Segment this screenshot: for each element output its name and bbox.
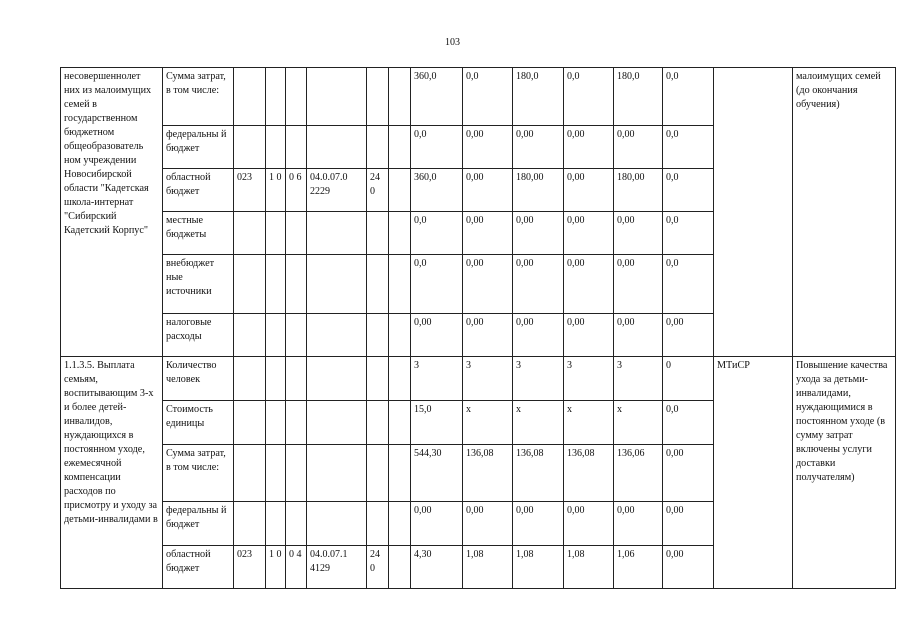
year1-value-cell: 0,00 bbox=[463, 502, 513, 546]
section-code-cell bbox=[266, 68, 286, 126]
target-article-cell bbox=[307, 357, 367, 401]
year4-value-cell: 0,00 bbox=[614, 212, 663, 255]
expense-type-cell: 24 0 bbox=[367, 169, 389, 212]
year3-value-cell: 1,08 bbox=[564, 546, 614, 589]
indicator-cell: областной бюджет bbox=[163, 169, 234, 212]
executor-cell bbox=[714, 68, 793, 357]
empty-cell bbox=[389, 502, 411, 546]
year1-value-cell: 0,0 bbox=[463, 68, 513, 126]
year1-value-cell: 3 bbox=[463, 357, 513, 401]
year4-value-cell: 0,00 bbox=[614, 502, 663, 546]
grbs-code-cell bbox=[234, 255, 266, 314]
year2-value-cell: х bbox=[513, 401, 564, 445]
grbs-code-cell bbox=[234, 126, 266, 169]
year5-value-cell: 0,0 bbox=[663, 255, 714, 314]
indicator-cell: областной бюджет bbox=[163, 546, 234, 589]
year1-value-cell: х bbox=[463, 401, 513, 445]
year5-value-cell: 0,0 bbox=[663, 68, 714, 126]
target-article-cell bbox=[307, 445, 367, 502]
expense-type-cell bbox=[367, 255, 389, 314]
target-article-cell bbox=[307, 212, 367, 255]
indicator-cell: Сумма затрат, в том числе: bbox=[163, 68, 234, 126]
year2-value-cell: 136,08 bbox=[513, 445, 564, 502]
subsection-code-cell: 0 6 bbox=[286, 169, 307, 212]
year4-value-cell: 3 bbox=[614, 357, 663, 401]
indicator-cell: местные бюджеты bbox=[163, 212, 234, 255]
year1-value-cell: 0,00 bbox=[463, 126, 513, 169]
expense-type-cell bbox=[367, 502, 389, 546]
executor-cell: МТиСР bbox=[714, 357, 793, 589]
empty-cell bbox=[389, 314, 411, 357]
empty-cell bbox=[389, 68, 411, 126]
year1-value-cell: 0,00 bbox=[463, 169, 513, 212]
indicator-cell: федеральны й бюджет bbox=[163, 126, 234, 169]
indicator-cell: Стоимость единицы bbox=[163, 401, 234, 445]
year2-value-cell: 0,00 bbox=[513, 255, 564, 314]
total-value-cell: 0,0 bbox=[411, 255, 463, 314]
section-code-cell bbox=[266, 401, 286, 445]
total-value-cell: 360,0 bbox=[411, 169, 463, 212]
year3-value-cell: 0,00 bbox=[564, 126, 614, 169]
year3-value-cell: х bbox=[564, 401, 614, 445]
subsection-code-cell bbox=[286, 68, 307, 126]
year1-value-cell: 0,00 bbox=[463, 314, 513, 357]
year1-value-cell: 0,00 bbox=[463, 212, 513, 255]
target-article-cell bbox=[307, 126, 367, 169]
indicator-cell: федеральны й бюджет bbox=[163, 502, 234, 546]
section-code-cell: 1 0 bbox=[266, 169, 286, 212]
year4-value-cell: 0,00 bbox=[614, 255, 663, 314]
section-code-cell bbox=[266, 126, 286, 169]
grbs-code-cell: 023 bbox=[234, 546, 266, 589]
total-value-cell: 360,0 bbox=[411, 68, 463, 126]
total-value-cell: 0,00 bbox=[411, 502, 463, 546]
year1-value-cell: 1,08 bbox=[463, 546, 513, 589]
subsection-code-cell bbox=[286, 445, 307, 502]
empty-cell bbox=[389, 126, 411, 169]
year5-value-cell: 0 bbox=[663, 357, 714, 401]
year2-value-cell: 180,0 bbox=[513, 68, 564, 126]
subsection-code-cell bbox=[286, 126, 307, 169]
year2-value-cell: 0,00 bbox=[513, 212, 564, 255]
year2-value-cell: 1,08 bbox=[513, 546, 564, 589]
grbs-code-cell: 023 bbox=[234, 169, 266, 212]
total-value-cell: 3 bbox=[411, 357, 463, 401]
year3-value-cell: 0,00 bbox=[564, 502, 614, 546]
subsection-code-cell bbox=[286, 401, 307, 445]
target-article-cell bbox=[307, 68, 367, 126]
target-article-cell bbox=[307, 401, 367, 445]
year4-value-cell: 136,06 bbox=[614, 445, 663, 502]
grbs-code-cell bbox=[234, 401, 266, 445]
measure-description-cell: несовершеннолет них из малоимущих семей в государственном бюджетном общеобразователь ном учреждении Новосибирской области "Кадетская школа-интернат "Сибирский Кадетский Корпус" bbox=[61, 68, 163, 357]
year2-value-cell: 3 bbox=[513, 357, 564, 401]
target-article-cell bbox=[307, 502, 367, 546]
year1-value-cell: 0,00 bbox=[463, 255, 513, 314]
grbs-code-cell bbox=[234, 445, 266, 502]
empty-cell bbox=[389, 169, 411, 212]
subsection-code-cell bbox=[286, 357, 307, 401]
grbs-code-cell bbox=[234, 68, 266, 126]
indicator-cell: Количество человек bbox=[163, 357, 234, 401]
year4-value-cell: х bbox=[614, 401, 663, 445]
subsection-code-cell: 0 4 bbox=[286, 546, 307, 589]
empty-cell bbox=[389, 357, 411, 401]
subsection-code-cell bbox=[286, 502, 307, 546]
year5-value-cell: 0,00 bbox=[663, 546, 714, 589]
year2-value-cell: 0,00 bbox=[513, 502, 564, 546]
section-code-cell bbox=[266, 314, 286, 357]
subsection-code-cell bbox=[286, 212, 307, 255]
section-code-cell bbox=[266, 502, 286, 546]
expense-type-cell bbox=[367, 68, 389, 126]
empty-cell bbox=[389, 401, 411, 445]
expense-type-cell bbox=[367, 314, 389, 357]
year5-value-cell: 0,0 bbox=[663, 126, 714, 169]
table-row bbox=[61, 357, 896, 401]
measure-description-cell: 1.1.3.5. Выплата семьям, воспитывающим 3-х и более детей-инвалидов, нуждающихся в постоянном уходе, ежемесячной компенсации расходов по присмотру и уходу за детьми-инвалидами в bbox=[61, 357, 163, 589]
grbs-code-cell bbox=[234, 357, 266, 401]
section-code-cell bbox=[266, 357, 286, 401]
table-row bbox=[61, 68, 896, 126]
empty-cell bbox=[389, 255, 411, 314]
empty-cell bbox=[389, 212, 411, 255]
target-article-cell bbox=[307, 255, 367, 314]
year5-value-cell: 0,0 bbox=[663, 169, 714, 212]
year3-value-cell: 0,00 bbox=[564, 169, 614, 212]
year2-value-cell: 180,00 bbox=[513, 169, 564, 212]
year3-value-cell: 3 bbox=[564, 357, 614, 401]
year4-value-cell: 1,06 bbox=[614, 546, 663, 589]
year5-value-cell: 0,0 bbox=[663, 212, 714, 255]
year4-value-cell: 0,00 bbox=[614, 126, 663, 169]
section-code-cell: 1 0 bbox=[266, 546, 286, 589]
year2-value-cell: 0,00 bbox=[513, 126, 564, 169]
year3-value-cell: 0,00 bbox=[564, 314, 614, 357]
year5-value-cell: 0,00 bbox=[663, 445, 714, 502]
total-value-cell: 544,30 bbox=[411, 445, 463, 502]
year2-value-cell: 0,00 bbox=[513, 314, 564, 357]
expense-type-cell bbox=[367, 126, 389, 169]
expense-type-cell: 24 0 bbox=[367, 546, 389, 589]
year5-value-cell: 0,00 bbox=[663, 314, 714, 357]
grbs-code-cell bbox=[234, 314, 266, 357]
grbs-code-cell bbox=[234, 212, 266, 255]
page-number: 103 bbox=[445, 37, 460, 48]
indicator-cell: налоговые расходы bbox=[163, 314, 234, 357]
expense-type-cell bbox=[367, 445, 389, 502]
expected-result-cell: Повышение качества ухода за детьми-инвалидами, нуждающимися в постоянном уходе (в сумму затрат включены услуги доставки получателям) bbox=[793, 357, 896, 589]
target-article-cell: 04.0.07.0 2229 bbox=[307, 169, 367, 212]
year3-value-cell: 136,08 bbox=[564, 445, 614, 502]
year3-value-cell: 0,00 bbox=[564, 212, 614, 255]
total-value-cell: 0,0 bbox=[411, 126, 463, 169]
section-code-cell bbox=[266, 212, 286, 255]
year4-value-cell: 180,00 bbox=[614, 169, 663, 212]
expense-type-cell bbox=[367, 401, 389, 445]
year5-value-cell: 0,00 bbox=[663, 502, 714, 546]
subsection-code-cell bbox=[286, 314, 307, 357]
section-code-cell bbox=[266, 255, 286, 314]
year1-value-cell: 136,08 bbox=[463, 445, 513, 502]
target-article-cell bbox=[307, 314, 367, 357]
grbs-code-cell bbox=[234, 502, 266, 546]
empty-cell bbox=[389, 445, 411, 502]
budget-table bbox=[60, 67, 896, 589]
total-value-cell: 0,00 bbox=[411, 314, 463, 357]
target-article-cell: 04.0.07.1 4129 bbox=[307, 546, 367, 589]
subsection-code-cell bbox=[286, 255, 307, 314]
year3-value-cell: 0,00 bbox=[564, 255, 614, 314]
total-value-cell: 4,30 bbox=[411, 546, 463, 589]
year4-value-cell: 0,00 bbox=[614, 314, 663, 357]
year5-value-cell: 0,0 bbox=[663, 401, 714, 445]
section-code-cell bbox=[266, 445, 286, 502]
expense-type-cell bbox=[367, 212, 389, 255]
indicator-cell: внебюджет ные источники bbox=[163, 255, 234, 314]
total-value-cell: 0,0 bbox=[411, 212, 463, 255]
total-value-cell: 15,0 bbox=[411, 401, 463, 445]
empty-cell bbox=[389, 546, 411, 589]
year3-value-cell: 0,0 bbox=[564, 68, 614, 126]
expense-type-cell bbox=[367, 357, 389, 401]
indicator-cell: Сумма затрат, в том числе: bbox=[163, 445, 234, 502]
expected-result-cell: малоимущих семей (до окончания обучения) bbox=[793, 68, 896, 357]
year4-value-cell: 180,0 bbox=[614, 68, 663, 126]
